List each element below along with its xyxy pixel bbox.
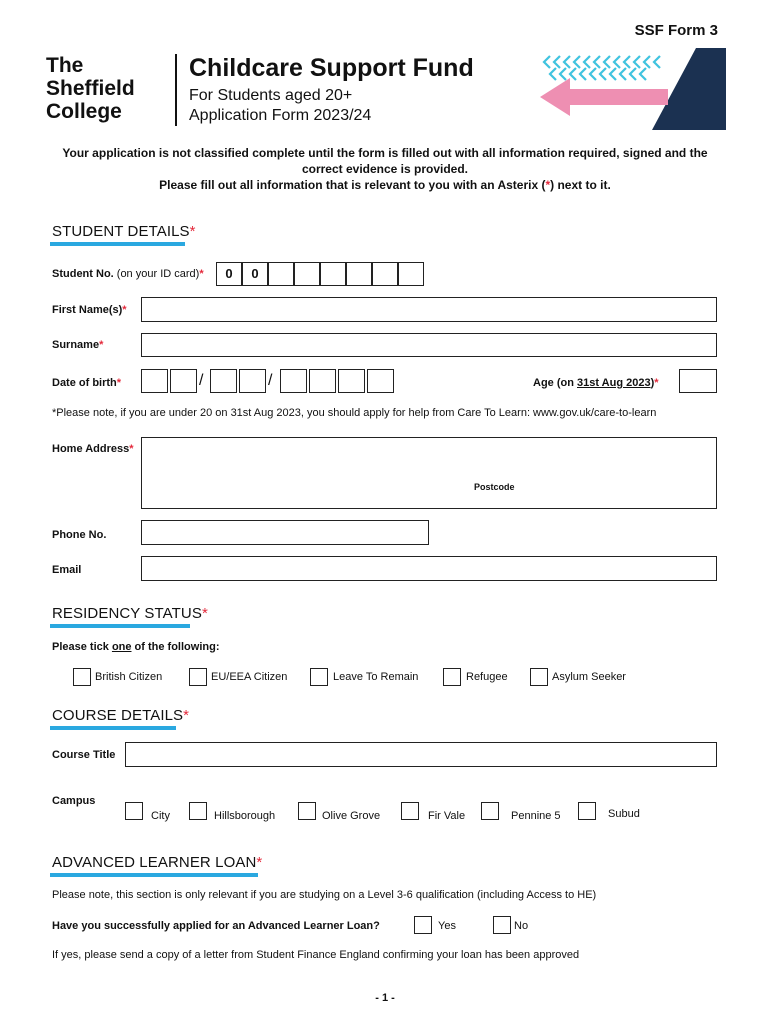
course-details-heading: [52, 707, 189, 724]
dob-year-digit[interactable]: [367, 369, 394, 393]
label-text: Please tick: [52, 641, 112, 653]
asterisk: *: [116, 377, 122, 389]
campus-label: Campus: [52, 795, 96, 807]
label-text: Surname: [52, 339, 100, 351]
city-checkbox[interactable]: [125, 802, 143, 820]
home-address-field[interactable]: [141, 437, 717, 509]
british-citizen-checkbox[interactable]: [73, 668, 91, 686]
loan-no-checkbox[interactable]: [493, 916, 511, 934]
page-number: - 1 -: [375, 992, 395, 1004]
arrow-banner-graphic: [540, 48, 726, 130]
label-text: Date of birth: [52, 377, 117, 389]
surname-label: [52, 339, 103, 351]
heading-underline: [50, 726, 176, 730]
asterisk: *: [99, 339, 104, 351]
fir-vale-label: Fir Vale: [428, 810, 466, 822]
label-text: Age (on: [533, 377, 577, 389]
asterisk: *: [256, 854, 263, 871]
eu-eea-citizen-label: EU/EEA Citizen: [211, 671, 288, 683]
student-no-digit[interactable]: 0: [216, 262, 242, 286]
age-date: 31st Aug 2023: [577, 377, 651, 389]
pennine-5-checkbox[interactable]: [481, 802, 499, 820]
pennine-5-label: Pennine 5: [511, 810, 561, 822]
heading-underline: [50, 242, 185, 246]
dob-label: [52, 377, 121, 389]
asterisk: *: [129, 443, 134, 455]
asterisk: *: [199, 268, 204, 280]
care-to-learn-note: *Please note, if you are under 20 on 31st Aug 2023, you should apply for help from Care To Learn: www.gov.uk/care-to-learn: [52, 407, 657, 419]
intro-text: [40, 145, 730, 193]
eu-eea-citizen-checkbox[interactable]: [189, 668, 207, 686]
phone-label: Phone No.: [52, 529, 107, 541]
dob-year-digit[interactable]: [309, 369, 336, 393]
student-no-digit[interactable]: [268, 262, 294, 286]
student-no-digit[interactable]: [398, 262, 424, 286]
residency-status-heading: [52, 605, 208, 622]
hillsborough-checkbox[interactable]: [189, 802, 207, 820]
asterisk: *: [189, 223, 196, 240]
email-label: Email: [52, 564, 82, 576]
asterisk: *: [122, 304, 127, 316]
heading-underline: [50, 624, 190, 628]
emphasis: one: [111, 641, 132, 653]
loan-yes-label: Yes: [438, 920, 456, 932]
first-name-field[interactable]: [141, 297, 717, 322]
loan-no-label: No: [514, 920, 529, 932]
olive-grove-checkbox[interactable]: [298, 802, 316, 820]
intro-line: [40, 177, 730, 193]
asylum-seeker-label: Asylum Seeker: [552, 671, 626, 683]
subtitle-line: For Students aged 20+: [189, 87, 353, 104]
asterisk: *: [654, 377, 659, 389]
logo-line: College: [46, 100, 122, 123]
dob-year-digit[interactable]: [280, 369, 307, 393]
loan-yes-checkbox[interactable]: [414, 916, 432, 934]
student-no-digit[interactable]: [294, 262, 320, 286]
intro-line: Your application is not classified complete until the form is filled out with all information required, signed and the: [62, 146, 708, 160]
hillsborough-label: Hillsborough: [214, 810, 276, 822]
dob-year-digit[interactable]: [338, 369, 365, 393]
intro-text-part: Please fill out all information that is relevant to you with an Asterix (: [159, 178, 546, 192]
postcode-label: Postcode: [474, 482, 515, 492]
residency-instruction: [52, 641, 219, 653]
subtitle-line: Application Form 2023/24: [189, 107, 372, 124]
olive-grove-label: Olive Grove: [322, 810, 381, 822]
label-text: First Name(s): [52, 304, 123, 316]
dob-separator: /: [199, 372, 204, 389]
fir-vale-checkbox[interactable]: [401, 802, 419, 820]
leave-to-remain-label: Leave To Remain: [333, 671, 419, 683]
asterisk: *: [183, 707, 190, 724]
form-number: SSF Form 3: [634, 22, 718, 39]
loan-question: Have you successfully applied for an Advanced Learner Loan?: [52, 920, 380, 932]
asylum-seeker-checkbox[interactable]: [530, 668, 548, 686]
heading-text: RESIDENCY STATUS: [52, 605, 202, 622]
heading-underline: [50, 873, 258, 877]
label-text: Student No.: [52, 268, 114, 280]
label-text: Home Address: [52, 443, 130, 455]
refugee-label: Refugee: [466, 671, 508, 683]
asterisk: *: [545, 178, 551, 192]
header-divider: [175, 54, 177, 126]
home-address-label: [52, 443, 134, 455]
student-no-digit[interactable]: [346, 262, 372, 286]
student-no-digit[interactable]: 0: [242, 262, 268, 286]
leave-to-remain-checkbox[interactable]: [310, 668, 328, 686]
intro-text-part: ) next to it.: [550, 178, 611, 192]
form-subtitle: [189, 86, 371, 126]
heading-text: COURSE DETAILS: [52, 707, 184, 724]
dob-month-digit[interactable]: [239, 369, 266, 393]
loan-note: Please note, this section is only relevant if you are studying on a Level 3-6 qualification (including Access to HE): [52, 889, 597, 901]
student-no-digit[interactable]: [372, 262, 398, 286]
logo-line: Sheffield: [46, 77, 135, 100]
dob-day-digit[interactable]: [170, 369, 197, 393]
asterisk: *: [201, 605, 208, 622]
phone-field[interactable]: [141, 520, 429, 545]
logo-line: The: [46, 54, 84, 77]
surname-field[interactable]: [141, 333, 717, 357]
subud-label: Subud: [608, 808, 640, 820]
intro-line: correct evidence is provided.: [301, 162, 469, 176]
dob-separator: /: [268, 372, 273, 389]
email-field[interactable]: [141, 556, 717, 581]
loan-evidence-note: If yes, please send a copy of a letter from Student Finance England confirming your loan has been approved: [52, 949, 580, 961]
british-citizen-label: British Citizen: [95, 671, 163, 683]
label-note: (on your ID card): [116, 268, 200, 280]
label-text: ): [650, 377, 655, 389]
college-logo: [46, 54, 166, 123]
subud-checkbox[interactable]: [578, 802, 596, 820]
student-details-heading: [52, 223, 196, 240]
form-title: Childcare Support Fund: [189, 54, 474, 82]
refugee-checkbox[interactable]: [443, 668, 461, 686]
student-no-digit[interactable]: [320, 262, 346, 286]
heading-text: ADVANCED LEARNER LOAN: [52, 854, 257, 871]
label-text: of the following:: [131, 641, 220, 653]
age-field[interactable]: [679, 369, 717, 393]
course-title-field[interactable]: [125, 742, 717, 767]
course-title-label: Course Title: [52, 749, 116, 761]
city-label: City: [151, 810, 170, 822]
first-name-label: [52, 304, 127, 316]
student-no-label: [52, 268, 204, 280]
advanced-learner-loan-heading: [52, 854, 262, 871]
age-label: [533, 377, 659, 389]
dob-day-digit[interactable]: [141, 369, 168, 393]
dob-month-digit[interactable]: [210, 369, 237, 393]
heading-text: STUDENT DETAILS: [52, 223, 190, 240]
